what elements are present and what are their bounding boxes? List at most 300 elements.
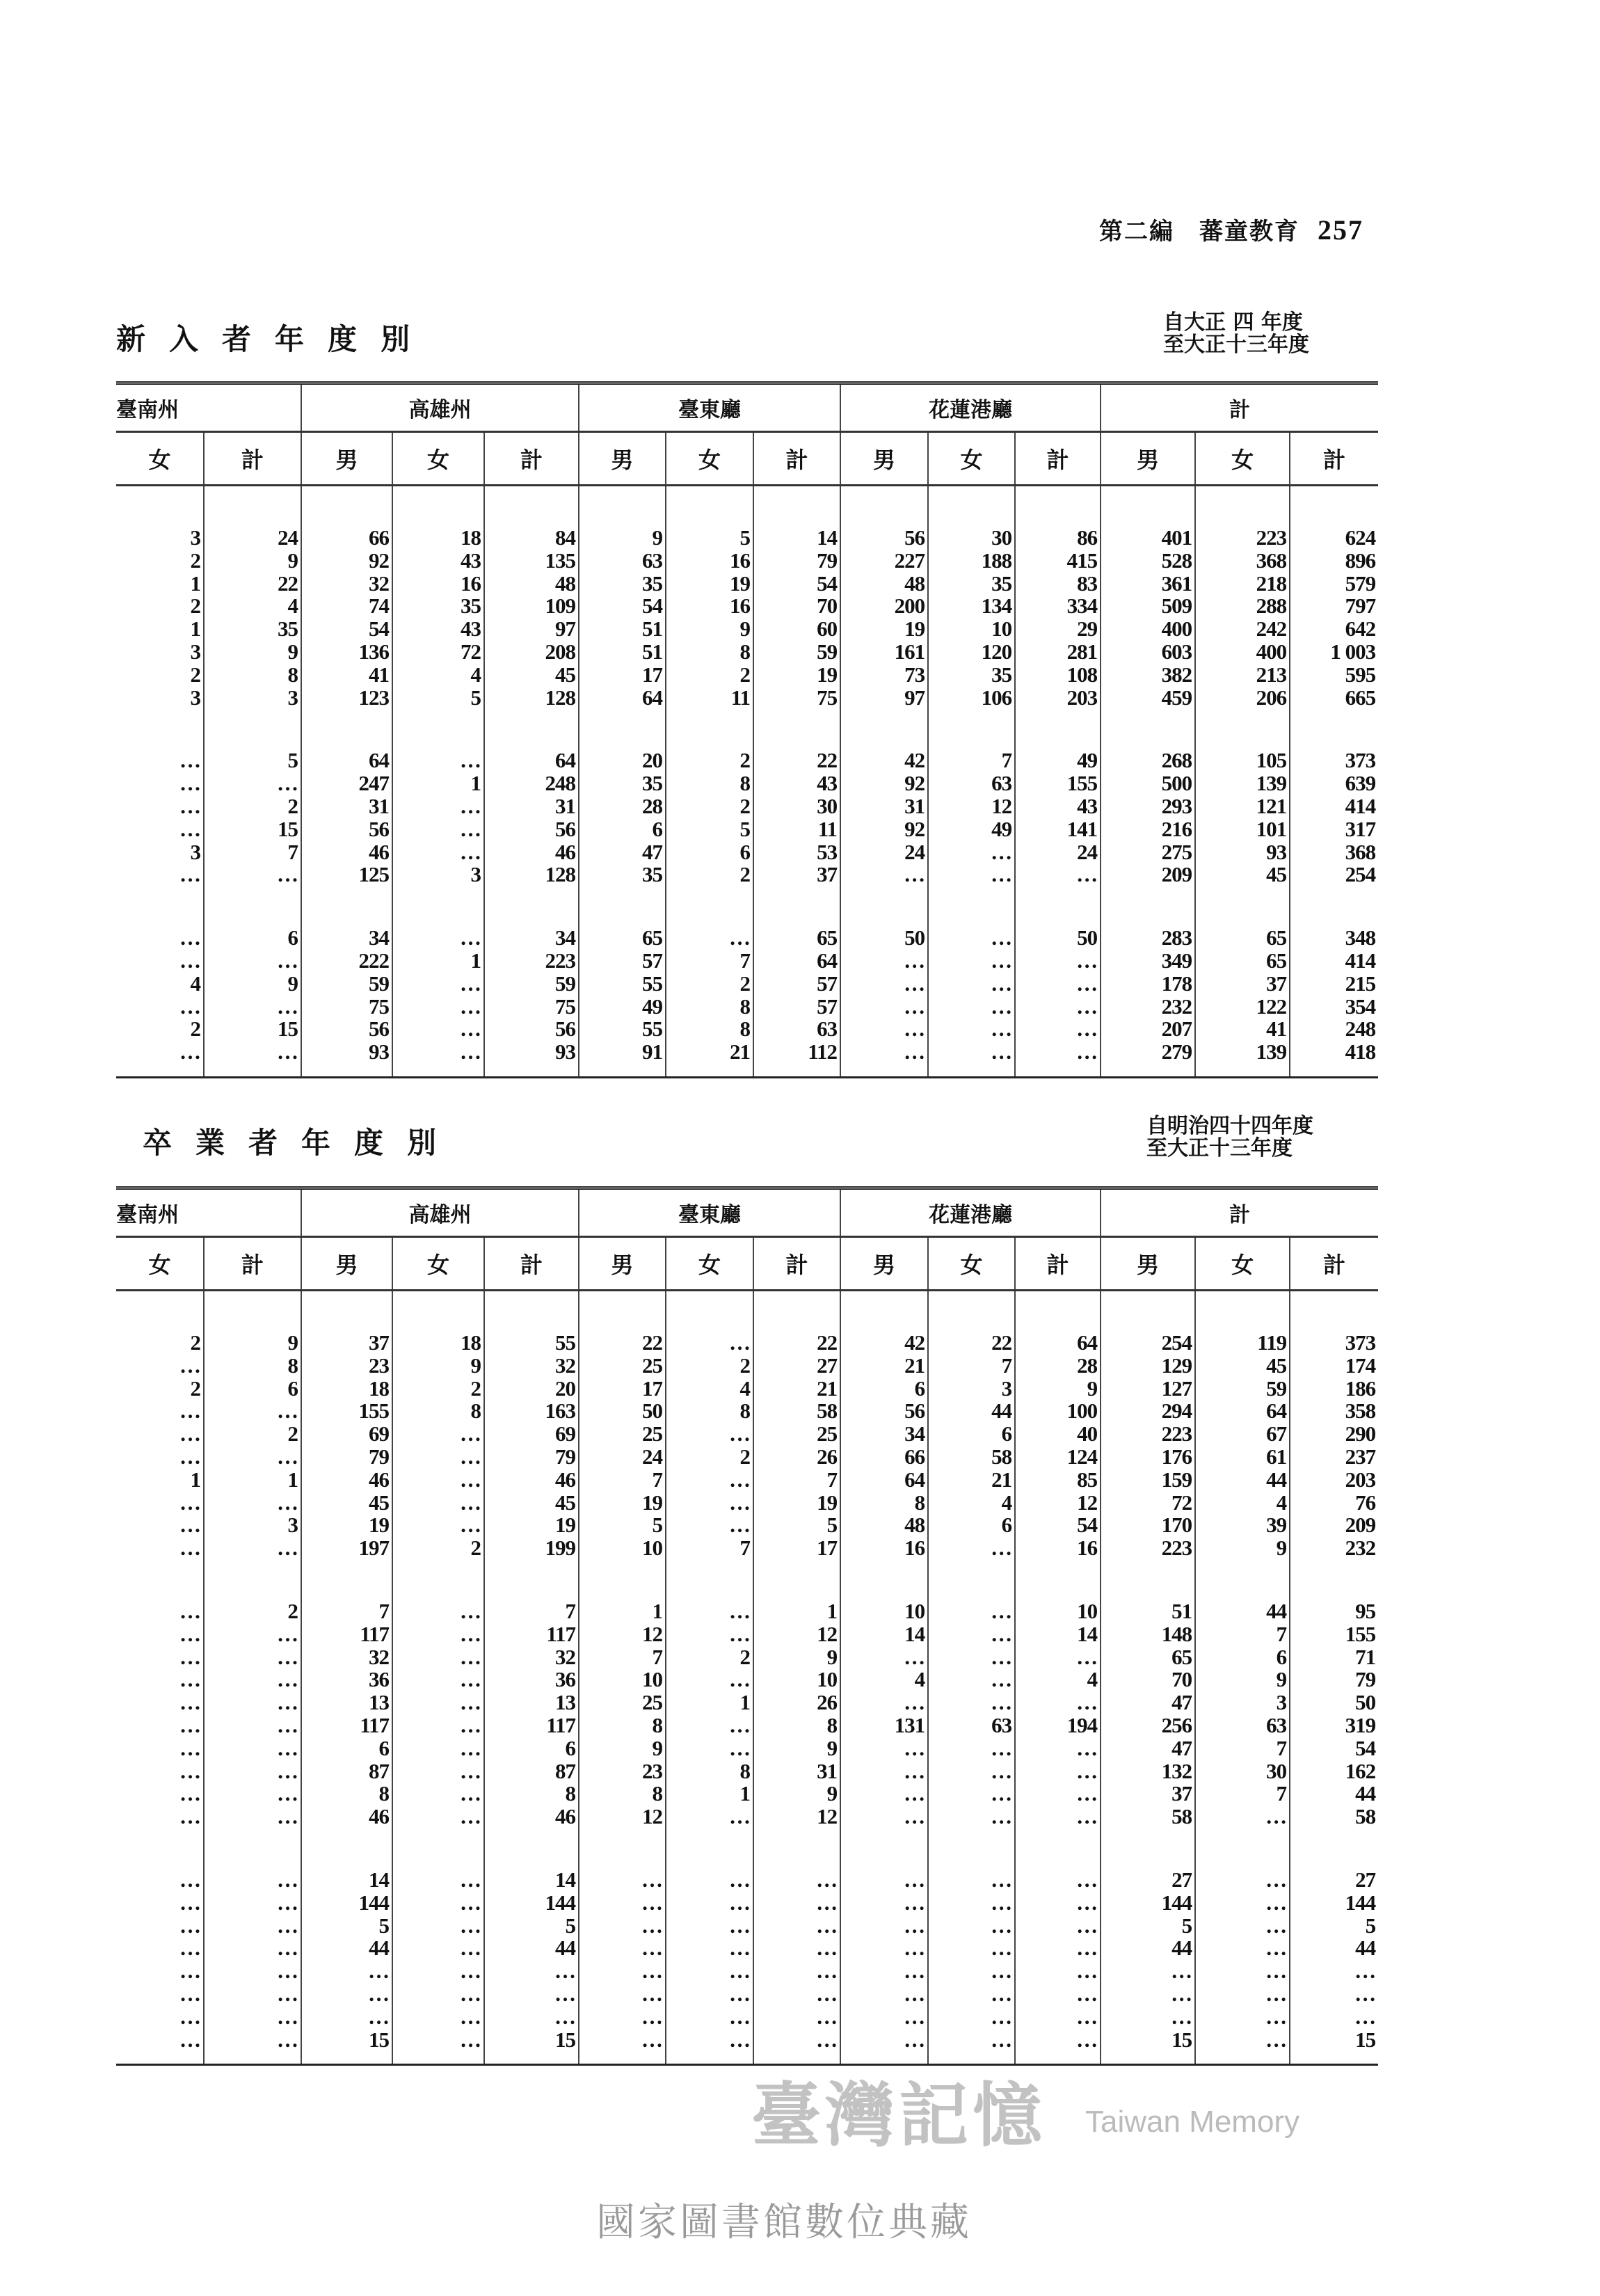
spacer-cell [840, 2051, 928, 2064]
table-cell: … [392, 1691, 484, 1714]
table-cell: 69 [484, 1423, 579, 1446]
table-cell: 46 [484, 1469, 579, 1492]
table-cell: … [928, 950, 1015, 973]
spacer-cell [484, 1064, 579, 1076]
table-cell: … [204, 1492, 301, 1515]
table-cell: … [392, 1469, 484, 1492]
table-cell: 105 [1195, 749, 1290, 772]
table-cell: … [928, 1537, 1015, 1560]
table-cell: 44 [928, 1400, 1015, 1423]
table-cell: … [1195, 1892, 1290, 1915]
table-cell: 87 [484, 1760, 579, 1783]
table-cell: … [204, 1915, 301, 1938]
table-cell: 59 [753, 641, 840, 664]
table-cell: 46 [484, 1805, 579, 1828]
table-cell: 9 [1015, 1378, 1101, 1401]
table-cell: … [1015, 1041, 1101, 1064]
table-cell: 12 [579, 1623, 666, 1646]
table-cell: … [840, 1691, 928, 1714]
table-row [116, 550, 1378, 573]
spacer-cell [1101, 2051, 1195, 2064]
table-cell: 7 [1195, 1623, 1290, 1646]
table-cell: 293 [1101, 795, 1195, 818]
table-cell: 3 [204, 1514, 301, 1537]
spacer-cell [928, 1064, 1015, 1076]
table-cell: 30 [753, 795, 840, 818]
table-cell: 19 [484, 1514, 579, 1537]
spacer-cell [392, 1828, 484, 1869]
column-header: 男 [301, 432, 392, 486]
table-cell: 12 [753, 1805, 840, 1828]
table-cell: 48 [840, 1514, 928, 1537]
table-cell: … [1290, 2006, 1378, 2029]
table-cell: 401 [1101, 527, 1195, 550]
table-cell: 414 [1290, 950, 1378, 973]
spacer-cell [928, 2051, 1015, 2064]
table-cell: 21 [753, 1378, 840, 1401]
spacer-cell [753, 709, 840, 749]
column-header: 計 [753, 432, 840, 486]
table-cell: 223 [1101, 1423, 1195, 1446]
table-cell: 44 [1290, 1937, 1378, 1960]
table-cell: … [928, 1915, 1015, 1938]
table-cell: 47 [1101, 1737, 1195, 1760]
table-cell: 124 [1015, 1446, 1101, 1469]
table-cell: … [928, 1760, 1015, 1783]
table-cell: 2 [190, 1376, 200, 1401]
table-cell: … [928, 1623, 1015, 1646]
table-cell: 122 [1195, 996, 1290, 1019]
table-cell: … [179, 1398, 200, 1424]
table-cell: … [392, 1018, 484, 1041]
table-cell: 7 [204, 841, 301, 864]
table-cell: 579 [1290, 573, 1378, 596]
table-cell: … [840, 1760, 928, 1783]
table-cell: 4 [392, 664, 484, 687]
table-cell: 624 [1290, 527, 1378, 550]
spacer-cell [116, 886, 204, 927]
spacer-cell [204, 1064, 301, 1076]
table-cell: 37 [1195, 973, 1290, 996]
table-cell: 93 [484, 1041, 579, 1064]
spacer-cell [301, 1291, 392, 1332]
table-cell: 3 [1195, 1691, 1290, 1714]
period-to: 至大正十三年度 [1163, 333, 1309, 357]
spacer-cell [484, 886, 579, 927]
spacer-cell [753, 1560, 840, 1600]
table-cell: 213 [1195, 664, 1290, 687]
table-cell: … [179, 748, 200, 773]
table-cell: 59 [301, 973, 392, 996]
table-cell: 9 [753, 1783, 840, 1805]
table-cell: … [204, 863, 301, 886]
table-row [116, 772, 1378, 795]
table-cell: 7 [1195, 1783, 1290, 1805]
table-cell: … [392, 1760, 484, 1783]
column-header: 計 [484, 432, 579, 486]
table-cell: … [1195, 1915, 1290, 1938]
spacer-cell [484, 486, 579, 527]
table-cell: … [840, 1960, 928, 1983]
table-cell: … [1015, 1805, 1101, 1828]
table-cell: 283 [1101, 927, 1195, 950]
table-cell: … [928, 1783, 1015, 1805]
table-row [116, 595, 1378, 618]
column-header: 女 [116, 1237, 204, 1291]
table-cell: … [753, 1915, 840, 1938]
spacer-cell [1015, 886, 1101, 927]
table-cell: … [301, 2006, 392, 2029]
table-cell: 215 [1290, 973, 1378, 996]
table-cell: 44 [1101, 1937, 1195, 1960]
group-spacer [116, 709, 1378, 749]
table-cell: 7 [301, 1600, 392, 1623]
table-cell: … [1015, 1018, 1101, 1041]
table-row [116, 1892, 1378, 1915]
spacer-cell [928, 486, 1015, 527]
table-cell: 6 [579, 818, 666, 841]
table-cell: 400 [1101, 618, 1195, 641]
table-cell: … [666, 1423, 753, 1446]
spacer-cell [666, 2051, 753, 2064]
table-cell: 349 [1101, 950, 1195, 973]
spacer-cell [1101, 486, 1195, 527]
group-header: 計 [1101, 1188, 1378, 1237]
table-cell: 3 [204, 687, 301, 710]
spacer-cell [666, 1291, 753, 1332]
table-cell: 2 [190, 662, 200, 687]
spacer-cell [579, 886, 666, 927]
column-header: 男 [840, 432, 928, 486]
table-cell: 14 [753, 527, 840, 550]
table-cell: … [579, 1983, 666, 2006]
table-cell: 7 [484, 1600, 579, 1623]
table-row [116, 1960, 1378, 1983]
table-cell: 14 [840, 1623, 928, 1646]
table-cell: 36 [301, 1668, 392, 1691]
table-cell: 6 [204, 1378, 301, 1401]
table-cell: … [1015, 1869, 1101, 1892]
table-cell: … [392, 1041, 484, 1064]
table-cell: … [928, 1937, 1015, 1960]
group-spacer [116, 1828, 1378, 1869]
table-cell: … [579, 1915, 666, 1938]
table-cell: 21 [840, 1355, 928, 1378]
table-cell: 7 [666, 950, 753, 973]
table-cell: … [179, 1959, 200, 1984]
table-cell: 34 [301, 927, 392, 950]
table-cell: … [204, 1668, 301, 1691]
table-cell: … [204, 2006, 301, 2029]
table-cell: … [1015, 996, 1101, 1019]
table-cell: 5 [392, 687, 484, 710]
table-cell: 3 [190, 525, 200, 550]
table-cell: … [204, 2029, 301, 2052]
group-header: 臺南州 [116, 383, 301, 432]
table-cell: 48 [840, 573, 928, 596]
table-cell: … [1015, 1783, 1101, 1805]
table-row [116, 641, 1378, 664]
table1-period-note [1163, 312, 1309, 356]
table-row [116, 1737, 1378, 1760]
table-cell: 2 [666, 749, 753, 772]
table-row [116, 1646, 1378, 1669]
table-cell: 1 [190, 616, 200, 641]
table-cell: 3 [190, 685, 200, 710]
table-cell: … [1195, 1937, 1290, 1960]
table-cell: 45 [484, 664, 579, 687]
table-cell: 368 [1290, 841, 1378, 864]
table-cell: 1 [666, 1783, 753, 1805]
table-cell: 18 [301, 1378, 392, 1401]
table-cell: 2 [392, 1378, 484, 1401]
table-cell: 208 [484, 641, 579, 664]
table-cell: 84 [484, 527, 579, 550]
table-cell: 97 [484, 618, 579, 641]
table-row [116, 927, 1378, 950]
table-cell: 28 [1015, 1355, 1101, 1378]
spacer-cell [579, 1291, 666, 1332]
table-cell: 1 [392, 950, 484, 973]
table-cell: 141 [1015, 818, 1101, 841]
table-cell: 163 [484, 1400, 579, 1423]
table-cell: 2 [666, 1646, 753, 1669]
table-cell: 31 [753, 1760, 840, 1783]
table-cell: 25 [753, 1423, 840, 1446]
table-cell: 44 [1195, 1469, 1290, 1492]
table-cell: 144 [1290, 1892, 1378, 1915]
spacer-cell [1101, 709, 1195, 749]
spacer-cell [579, 486, 666, 527]
table-cell: … [753, 2029, 840, 2052]
period-to: 至大正十三年度 [1146, 1136, 1293, 1161]
table-cell: 30 [1195, 1760, 1290, 1783]
table-cell: 31 [301, 795, 392, 818]
table-cell: 14 [484, 1869, 579, 1892]
table-cell: 65 [579, 927, 666, 950]
spacer-cell [116, 709, 204, 749]
spacer-cell [1290, 709, 1378, 749]
table-cell: 373 [1290, 749, 1378, 772]
table-cell: 28 [579, 795, 666, 818]
table-cell: … [840, 1892, 928, 1915]
table-cell: … [666, 1600, 753, 1623]
table-row [116, 1714, 1378, 1737]
table-cell: 8 [666, 1400, 753, 1423]
table-cell: 97 [840, 687, 928, 710]
table-cell: 2 [190, 1017, 200, 1042]
table-cell: 73 [840, 664, 928, 687]
table-cell: 8 [666, 1760, 753, 1783]
spacer-cell [1195, 1828, 1290, 1869]
table-cell: 2 [666, 664, 753, 687]
spacer-cell [666, 1560, 753, 1600]
column-header: 計 [1290, 1237, 1378, 1291]
group-header: 計 [1101, 383, 1378, 432]
table-cell: 35 [579, 772, 666, 795]
table-cell: … [753, 2006, 840, 2029]
table-cell: 50 [579, 1400, 666, 1423]
group-header: 臺東廳 [579, 383, 840, 432]
table-cell: 23 [301, 1355, 392, 1378]
spacer-cell [484, 1560, 579, 1600]
table-cell: … [204, 1983, 301, 2006]
table-cell: 55 [579, 1018, 666, 1041]
table-cell: 43 [392, 618, 484, 641]
table-cell: … [753, 1892, 840, 1915]
table-cell: … [392, 2029, 484, 2052]
table-cell: 361 [1101, 573, 1195, 596]
table-cell: 46 [301, 841, 392, 864]
table-cell: 3 [928, 1378, 1015, 1401]
table-cell: … [179, 1039, 200, 1065]
table-cell: 109 [484, 595, 579, 618]
table-cell: 3 [190, 839, 200, 864]
table-cell: 71 [1290, 1646, 1378, 1669]
spacer-cell [840, 886, 928, 927]
table-cell: … [179, 1758, 200, 1783]
table-cell: 896 [1290, 550, 1378, 573]
table-cell: 2 [666, 1355, 753, 1378]
spacer-cell [116, 486, 204, 527]
table-cell: … [840, 1041, 928, 1064]
column-header: 女 [666, 432, 753, 486]
table-cell: 46 [484, 841, 579, 864]
table-cell: 35 [204, 618, 301, 641]
table-cell: 155 [1290, 1623, 1378, 1646]
table-cell: … [179, 1712, 200, 1737]
spacer-cell [392, 886, 484, 927]
spacer-cell [1101, 1828, 1195, 1869]
table-cell: 58 [753, 1400, 840, 1423]
table-cell: … [1015, 1760, 1101, 1783]
table-cell: … [928, 1805, 1015, 1828]
table-cell: 72 [1101, 1492, 1195, 1515]
table-cell: 44 [484, 1937, 579, 1960]
table-row [116, 1041, 1378, 1064]
table-cell: 117 [484, 1714, 579, 1737]
table-row [116, 973, 1378, 996]
table-cell: 354 [1290, 996, 1378, 1019]
table-cell: 139 [1195, 1041, 1290, 1064]
table-cell: 74 [301, 595, 392, 618]
table-cell: 61 [1195, 1446, 1290, 1469]
table-cell: … [204, 1805, 301, 1828]
table-cell: 2 [204, 795, 301, 818]
table-cell: 20 [579, 749, 666, 772]
spacer-cell [579, 2051, 666, 2064]
table-cell: 10 [579, 1537, 666, 1560]
table2-grid [116, 1186, 1378, 2064]
table-cell: 1 [190, 571, 200, 596]
table-cell: 10 [579, 1668, 666, 1691]
table-cell: 21 [928, 1469, 1015, 1492]
table-cell: … [666, 1668, 753, 1691]
table-cell: 8 [204, 1355, 301, 1378]
table-cell: … [579, 1960, 666, 1983]
table-cell: … [392, 841, 484, 864]
group-spacer [116, 886, 1378, 927]
table-cell: … [392, 1915, 484, 1938]
table-cell: 58 [1290, 1805, 1378, 1828]
table-cell: 10 [753, 1668, 840, 1691]
table-cell: 26 [753, 1446, 840, 1469]
table-cell: 65 [1101, 1646, 1195, 1669]
table-cell: … [179, 1598, 200, 1623]
table-cell: 595 [1290, 664, 1378, 687]
spacer-cell [392, 1560, 484, 1600]
column-header: 計 [1015, 432, 1101, 486]
table-cell: … [840, 1937, 928, 1960]
table-cell: 15 [301, 2029, 392, 2052]
table-cell: … [1101, 1960, 1195, 1983]
table-cell: … [179, 1444, 200, 1469]
table-cell: … [179, 1781, 200, 1806]
table-cell: 44 [301, 1937, 392, 1960]
running-head [1099, 212, 1363, 246]
table-cell: 24 [1015, 841, 1101, 864]
table-cell: 92 [840, 772, 928, 795]
spacer-cell [840, 1291, 928, 1332]
table-cell: 54 [1015, 1514, 1101, 1537]
table-cell: 418 [1290, 1041, 1378, 1064]
spacer-cell [1195, 2051, 1290, 2064]
table-cell: 79 [301, 1446, 392, 1469]
table-cell: 7 [579, 1646, 666, 1669]
table-cell: 317 [1290, 818, 1378, 841]
table-cell: 119 [1195, 1332, 1290, 1355]
table-cell: 232 [1290, 1537, 1378, 1560]
table-row [116, 1983, 1378, 2006]
spacer-cell [1101, 1560, 1195, 1600]
table-cell: … [1015, 1937, 1101, 1960]
table-cell: 58 [1101, 1805, 1195, 1828]
table-cell: 79 [753, 550, 840, 573]
table-cell: 209 [1290, 1514, 1378, 1537]
spacer-cell [1195, 1064, 1290, 1076]
table-cell: 1 [204, 1469, 301, 1492]
group-header: 高雄州 [301, 383, 579, 432]
table-cell: … [392, 1600, 484, 1623]
spacer-cell [484, 1291, 579, 1332]
table-cell: 67 [1195, 1423, 1290, 1446]
table-cell: 290 [1290, 1423, 1378, 1446]
spacer-cell [928, 709, 1015, 749]
table-cell: 15 [204, 1018, 301, 1041]
table-cell: 161 [840, 641, 928, 664]
table-cell: … [666, 1915, 753, 1938]
period-from: 自明治四十四年度 [1146, 1114, 1313, 1138]
table-cell: … [179, 1981, 200, 2006]
table-cell: … [204, 1783, 301, 1805]
table-cell: 139 [1195, 772, 1290, 795]
spacer-cell [1015, 1291, 1101, 1332]
table-cell: 43 [753, 772, 840, 795]
table1-title: 新入者年度別 [116, 322, 434, 356]
table-cell: … [928, 927, 1015, 950]
spacer-cell [204, 709, 301, 749]
table-cell: … [1101, 1983, 1195, 2006]
table-cell: 16 [666, 595, 753, 618]
table-cell: 19 [666, 573, 753, 596]
column-header: 女 [1195, 432, 1290, 486]
table-cell: … [179, 948, 200, 973]
spacer-cell [1195, 886, 1290, 927]
table-cell: … [301, 1960, 392, 1983]
table-cell: … [179, 1867, 200, 1892]
table-cell: 51 [1101, 1600, 1195, 1623]
table-cell: 56 [301, 818, 392, 841]
